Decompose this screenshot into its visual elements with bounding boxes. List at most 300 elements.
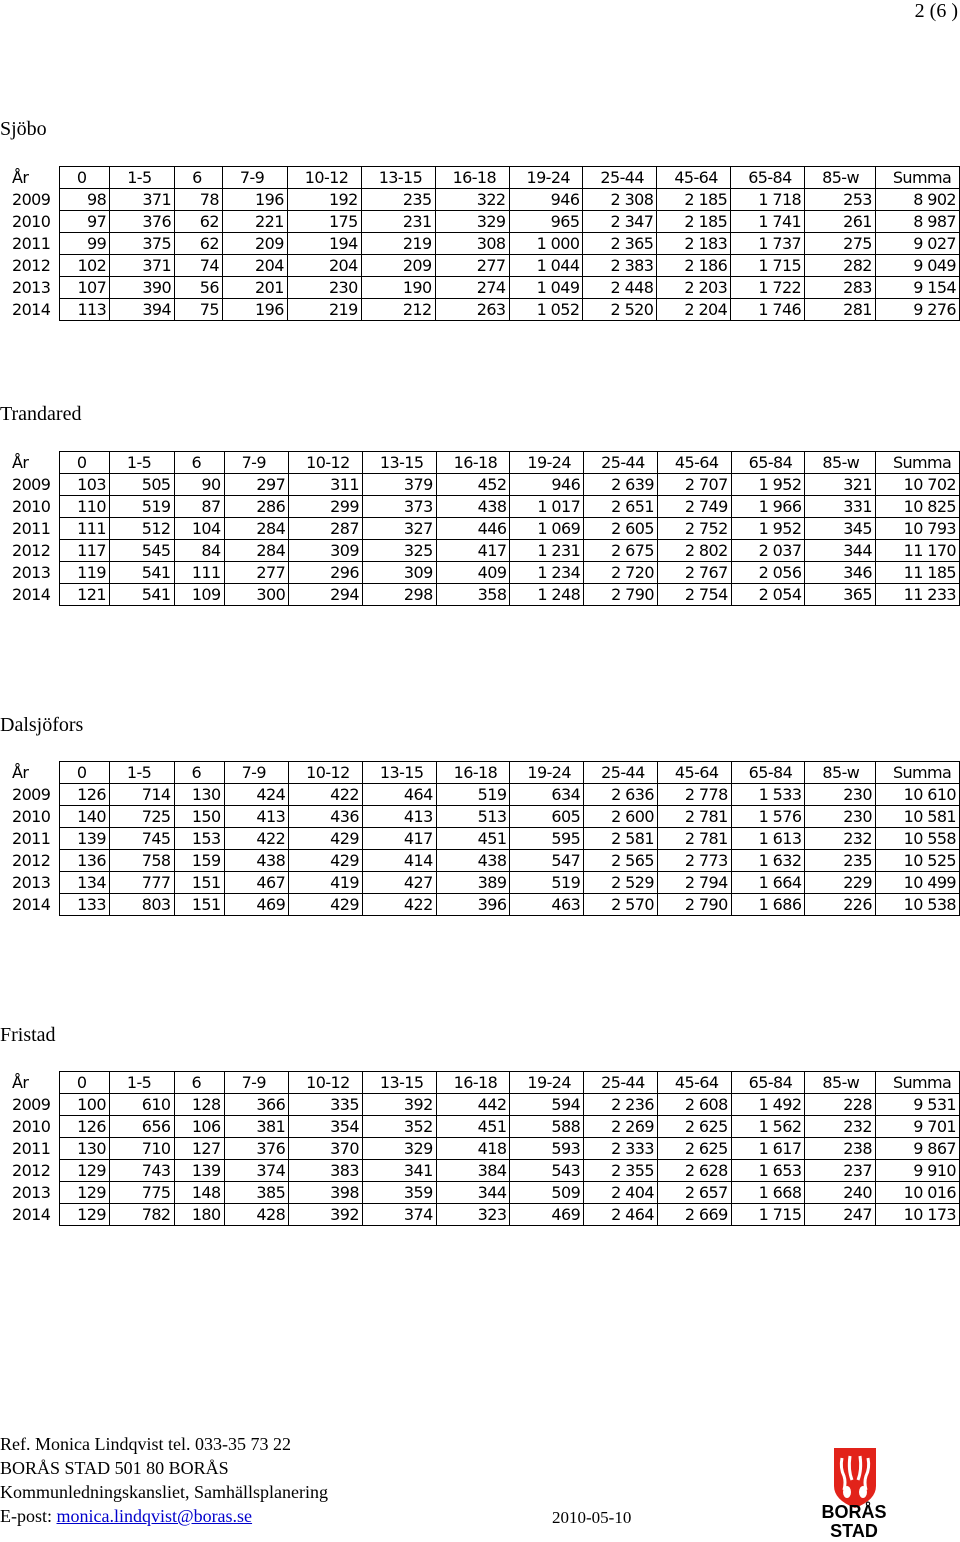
column-header: 0	[59, 1072, 109, 1094]
table-cell: 201	[222, 277, 287, 299]
table-cell: 463	[510, 894, 584, 916]
table-cell: 2 657	[657, 1182, 731, 1204]
table-row	[10, 1116, 960, 1138]
column-header: 10-12	[287, 167, 361, 189]
section-title-fristad: Fristad	[0, 1024, 56, 1046]
table-row	[10, 872, 960, 894]
table-cell: 130	[174, 784, 224, 806]
table-cell: 519	[109, 496, 174, 518]
table-cell: 371	[110, 255, 175, 277]
year-label: 2009	[12, 475, 51, 494]
table-cell: 2 802	[657, 540, 731, 562]
column-header: 65-84	[731, 452, 805, 474]
table-cell: 2 203	[657, 277, 731, 299]
table-cell: 424	[224, 784, 289, 806]
table-cell: 417	[436, 540, 510, 562]
year-column-header: År	[12, 168, 29, 187]
table-cell: 743	[109, 1160, 174, 1182]
table-cell: 235	[805, 850, 876, 872]
column-header: Summa	[875, 762, 959, 784]
table-cell: 376	[224, 1138, 289, 1160]
table-cell: 519	[436, 784, 510, 806]
table-cell: 605	[510, 806, 584, 828]
footer-email-link[interactable]: monica.lindqvist@boras.se	[56, 1506, 253, 1526]
column-header: 13-15	[362, 762, 436, 784]
column-header: 10-12	[289, 452, 363, 474]
year-label: 2013	[12, 563, 51, 582]
year-label: 2013	[12, 1183, 51, 1202]
table-cell: 379	[362, 474, 436, 496]
table-row	[10, 1160, 960, 1182]
table-cell: 10 558	[875, 828, 959, 850]
table-cell: 106	[174, 1116, 224, 1138]
table-cell: 9 154	[875, 277, 959, 299]
table-cell: 277	[224, 562, 289, 584]
table-cell: 2 636	[584, 784, 658, 806]
column-header: 0	[59, 167, 109, 189]
table-row	[10, 784, 960, 806]
table-cell: 2 183	[657, 233, 731, 255]
logo-text-line2: STAD	[830, 1521, 878, 1541]
table-cell: 9 867	[875, 1138, 959, 1160]
table-cell: 126	[59, 1116, 109, 1138]
population-table-fristad	[10, 1071, 960, 1226]
table-cell: 375	[110, 233, 175, 255]
table-cell: 331	[805, 496, 876, 518]
table-cell: 1 632	[731, 850, 805, 872]
table-cell: 594	[510, 1094, 584, 1116]
year-label: 2011	[12, 1139, 51, 1158]
table-cell: 1 746	[731, 299, 805, 321]
table-cell: 656	[109, 1116, 174, 1138]
column-header: 6	[174, 452, 224, 474]
table-row	[10, 850, 960, 872]
table-cell: 11 233	[875, 584, 959, 606]
column-header: 85-w	[805, 452, 876, 474]
table-cell: 2 365	[583, 233, 657, 255]
table-cell: 352	[362, 1116, 436, 1138]
table-cell: 321	[805, 474, 876, 496]
table-cell: 299	[289, 496, 363, 518]
table-cell: 204	[222, 255, 287, 277]
year-label: 2014	[12, 1205, 51, 1224]
table-cell: 287	[289, 518, 363, 540]
table-cell: 1 492	[731, 1094, 805, 1116]
table-cell: 62	[175, 211, 223, 233]
column-header: 7-9	[224, 762, 289, 784]
table-row	[10, 233, 960, 255]
column-header: 1-5	[109, 452, 174, 474]
table-cell: 294	[289, 584, 363, 606]
table-cell: 374	[362, 1204, 436, 1226]
table-cell: 62	[175, 233, 223, 255]
table-row	[10, 562, 960, 584]
table-cell: 98	[59, 189, 109, 211]
column-header: 16-18	[436, 762, 510, 784]
table-cell: 2 565	[584, 850, 658, 872]
table-cell: 2 625	[657, 1116, 731, 1138]
table-cell: 219	[287, 299, 361, 321]
table-cell: 543	[510, 1160, 584, 1182]
table-cell: 277	[435, 255, 509, 277]
table-cell: 2 628	[657, 1160, 731, 1182]
table-row	[10, 277, 960, 299]
table-cell: 150	[174, 806, 224, 828]
table-cell: 297	[224, 474, 289, 496]
table-cell: 2 651	[584, 496, 658, 518]
table-cell: 10 793	[875, 518, 959, 540]
table-cell: 383	[289, 1160, 363, 1182]
table-row	[10, 496, 960, 518]
table-row	[10, 828, 960, 850]
table-cell: 1 069	[510, 518, 584, 540]
year-label: 2012	[12, 851, 51, 870]
table-cell: 1 722	[731, 277, 805, 299]
table-cell: 9 049	[875, 255, 959, 277]
table-cell: 133	[59, 894, 109, 916]
table-cell: 261	[805, 211, 876, 233]
table-cell: 300	[224, 584, 289, 606]
table-cell: 2 749	[657, 496, 731, 518]
table-cell: 2 570	[584, 894, 658, 916]
table-cell: 1 234	[510, 562, 584, 584]
table-cell: 946	[510, 474, 584, 496]
table-row	[10, 894, 960, 916]
table-cell: 419	[289, 872, 363, 894]
table-cell: 2 054	[731, 584, 805, 606]
table-cell: 1 044	[509, 255, 583, 277]
table-cell: 358	[436, 584, 510, 606]
table-row	[10, 540, 960, 562]
table-cell: 1 653	[731, 1160, 805, 1182]
table-cell: 140	[59, 806, 109, 828]
table-cell: 335	[289, 1094, 363, 1116]
table-cell: 209	[222, 233, 287, 255]
column-header: Summa	[875, 452, 959, 474]
table-cell: 139	[174, 1160, 224, 1182]
table-cell: 74	[175, 255, 223, 277]
table-cell: 427	[362, 872, 436, 894]
year-label: 2010	[12, 497, 51, 516]
table-cell: 418	[436, 1138, 510, 1160]
table-cell: 286	[224, 496, 289, 518]
table-cell: 126	[59, 784, 109, 806]
table-cell: 1 017	[510, 496, 584, 518]
table-cell: 231	[361, 211, 435, 233]
table-cell: 139	[59, 828, 109, 850]
table-cell: 2 675	[584, 540, 658, 562]
table-cell: 226	[805, 894, 876, 916]
table-cell: 100	[59, 1094, 109, 1116]
table-cell: 714	[109, 784, 174, 806]
table-cell: 541	[109, 562, 174, 584]
year-column-header: År	[12, 453, 29, 472]
table-cell: 451	[436, 1116, 510, 1138]
column-header: 6	[175, 167, 223, 189]
table-cell: 129	[59, 1204, 109, 1226]
table-header-row	[10, 167, 960, 189]
table-cell: 341	[362, 1160, 436, 1182]
table-cell: 588	[510, 1116, 584, 1138]
table-cell: 230	[805, 806, 876, 828]
year-label: 2012	[12, 1161, 51, 1180]
table-cell: 134	[59, 872, 109, 894]
table-cell: 284	[224, 518, 289, 540]
year-label: 2014	[12, 300, 51, 319]
column-header: 10-12	[289, 762, 363, 784]
table-cell: 325	[362, 540, 436, 562]
table-cell: 229	[805, 872, 876, 894]
table-cell: 1 741	[731, 211, 805, 233]
table-cell: 2 608	[657, 1094, 731, 1116]
table-cell: 413	[224, 806, 289, 828]
table-cell: 2 754	[657, 584, 731, 606]
table-cell: 392	[289, 1204, 363, 1226]
table-cell: 221	[222, 211, 287, 233]
table-cell: 230	[287, 277, 361, 299]
table-cell: 758	[109, 850, 174, 872]
table-cell: 2 529	[584, 872, 658, 894]
table-cell: 2 781	[657, 806, 731, 828]
table-cell: 376	[110, 211, 175, 233]
table-cell: 2 185	[657, 211, 731, 233]
table-cell: 148	[174, 1182, 224, 1204]
table-cell: 232	[805, 828, 876, 850]
population-table-dalsjofors	[10, 761, 960, 916]
table-cell: 2 355	[584, 1160, 658, 1182]
table-cell: 309	[289, 540, 363, 562]
table-cell: 365	[805, 584, 876, 606]
table-cell: 204	[287, 255, 361, 277]
table-cell: 509	[510, 1182, 584, 1204]
year-label: 2012	[12, 256, 51, 275]
table-cell: 194	[287, 233, 361, 255]
year-label: 2009	[12, 785, 51, 804]
table-cell: 9 701	[875, 1116, 959, 1138]
table-cell: 275	[805, 233, 876, 255]
year-label: 2010	[12, 807, 51, 826]
table-cell: 190	[361, 277, 435, 299]
table-cell: 2 790	[584, 584, 658, 606]
column-header: 45-64	[657, 1072, 731, 1094]
table-row	[10, 299, 960, 321]
table-cell: 253	[805, 189, 876, 211]
section-title-trandared: Trandared	[0, 403, 82, 425]
column-header: 13-15	[361, 167, 435, 189]
table-cell: 102	[59, 255, 109, 277]
table-cell: 284	[224, 540, 289, 562]
table-cell: 329	[362, 1138, 436, 1160]
table-cell: 10 525	[875, 850, 959, 872]
table-cell: 111	[174, 562, 224, 584]
column-header: Summa	[875, 167, 959, 189]
year-label: 2010	[12, 1117, 51, 1136]
table-cell: 725	[109, 806, 174, 828]
column-header: 16-18	[436, 1072, 510, 1094]
table-cell: 209	[361, 255, 435, 277]
footer-contact	[0, 1432, 328, 1528]
column-header: 1-5	[109, 1072, 174, 1094]
table-cell: 263	[435, 299, 509, 321]
table-cell: 519	[510, 872, 584, 894]
column-header: 1-5	[110, 167, 175, 189]
column-header: 10-12	[289, 1072, 363, 1094]
table-cell: 1 000	[509, 233, 583, 255]
table-cell: 2 581	[584, 828, 658, 850]
table-cell: 469	[510, 1204, 584, 1226]
year-label: 2009	[12, 190, 51, 209]
column-header: 6	[174, 762, 224, 784]
table-cell: 10 173	[875, 1204, 959, 1226]
table-cell: 946	[509, 189, 583, 211]
table-cell: 1 952	[731, 518, 805, 540]
table-cell: 359	[362, 1182, 436, 1204]
table-cell: 129	[59, 1182, 109, 1204]
year-label: 2013	[12, 873, 51, 892]
table-cell: 2 605	[584, 518, 658, 540]
table-cell: 119	[59, 562, 109, 584]
footer-email-line	[0, 1504, 328, 1528]
table-cell: 2 773	[657, 850, 731, 872]
column-header: 65-84	[731, 1072, 805, 1094]
table-cell: 541	[109, 584, 174, 606]
table-cell: 329	[435, 211, 509, 233]
column-header: 16-18	[435, 167, 509, 189]
column-header: 25-44	[584, 762, 658, 784]
table-cell: 1 952	[731, 474, 805, 496]
table-cell: 409	[436, 562, 510, 584]
table-cell: 394	[110, 299, 175, 321]
table-cell: 113	[59, 299, 109, 321]
column-header: 45-64	[657, 762, 731, 784]
table-cell: 422	[289, 784, 363, 806]
year-column-header: År	[12, 1073, 29, 1092]
table-cell: 11 185	[875, 562, 959, 584]
column-header: 1-5	[109, 762, 174, 784]
table-cell: 413	[362, 806, 436, 828]
table-cell: 2 600	[584, 806, 658, 828]
table-cell: 10 825	[875, 496, 959, 518]
table-header-row	[10, 762, 960, 784]
table-cell: 396	[436, 894, 510, 916]
table-cell: 117	[59, 540, 109, 562]
table-cell: 417	[362, 828, 436, 850]
section-title-sjobo: Sjöbo	[0, 118, 47, 140]
table-cell: 429	[289, 894, 363, 916]
table-cell: 370	[289, 1138, 363, 1160]
table-cell: 1 231	[510, 540, 584, 562]
table-cell: 2 056	[731, 562, 805, 584]
year-label: 2013	[12, 278, 51, 297]
table-cell: 1 966	[731, 496, 805, 518]
table-cell: 10 499	[875, 872, 959, 894]
table-cell: 130	[59, 1138, 109, 1160]
column-header: 6	[174, 1072, 224, 1094]
table-cell: 1 686	[731, 894, 805, 916]
table-cell: 283	[805, 277, 876, 299]
table-cell: 469	[224, 894, 289, 916]
table-cell: 282	[805, 255, 876, 277]
table-cell: 451	[436, 828, 510, 850]
column-header: 7-9	[224, 452, 289, 474]
table-cell: 803	[109, 894, 174, 916]
table-cell: 109	[174, 584, 224, 606]
table-cell: 422	[362, 894, 436, 916]
table-row	[10, 806, 960, 828]
table-cell: 11 170	[875, 540, 959, 562]
column-header: 45-64	[657, 167, 731, 189]
table-cell: 10 538	[875, 894, 959, 916]
footer-ref: Ref. Monica Lindqvist tel. 033-35 73 22	[0, 1434, 291, 1454]
table-cell: 274	[435, 277, 509, 299]
table-cell: 230	[805, 784, 876, 806]
table-cell: 384	[436, 1160, 510, 1182]
table-cell: 322	[435, 189, 509, 211]
table-cell: 8 987	[875, 211, 959, 233]
year-label: 2011	[12, 519, 51, 538]
year-label: 2010	[12, 212, 51, 231]
table-cell: 247	[805, 1204, 876, 1226]
table-cell: 1 576	[731, 806, 805, 828]
table-cell: 446	[436, 518, 510, 540]
table-cell: 129	[59, 1160, 109, 1182]
table-cell: 237	[805, 1160, 876, 1182]
population-table-sjobo	[10, 166, 960, 321]
table-cell: 366	[224, 1094, 289, 1116]
table-cell: 136	[59, 850, 109, 872]
table-cell: 346	[805, 562, 876, 584]
table-cell: 159	[174, 850, 224, 872]
table-cell: 9 027	[875, 233, 959, 255]
table-cell: 10 702	[875, 474, 959, 496]
table-cell: 345	[805, 518, 876, 540]
table-cell: 1 668	[731, 1182, 805, 1204]
table-cell: 344	[805, 540, 876, 562]
column-header: 25-44	[583, 167, 657, 189]
table-cell: 1 715	[731, 255, 805, 277]
table-cell: 192	[287, 189, 361, 211]
column-header: 0	[59, 762, 109, 784]
table-cell: 296	[289, 562, 363, 584]
column-header: 0	[59, 452, 109, 474]
table-cell: 87	[174, 496, 224, 518]
table-row	[10, 211, 960, 233]
table-cell: 1 715	[731, 1204, 805, 1226]
table-cell: 2 308	[583, 189, 657, 211]
footer-date: 2010-05-10	[552, 1508, 632, 1527]
table-cell: 90	[174, 474, 224, 496]
table-cell: 436	[289, 806, 363, 828]
table-cell: 97	[59, 211, 109, 233]
column-header: 19-24	[510, 452, 584, 474]
table-cell: 103	[59, 474, 109, 496]
table-cell: 196	[222, 299, 287, 321]
table-cell: 10 610	[875, 784, 959, 806]
table-cell: 99	[59, 233, 109, 255]
table-cell: 2 794	[657, 872, 731, 894]
table-cell: 110	[59, 496, 109, 518]
table-cell: 610	[109, 1094, 174, 1116]
table-cell: 1 562	[731, 1116, 805, 1138]
population-table-trandared	[10, 451, 960, 606]
year-label: 2014	[12, 585, 51, 604]
table-cell: 595	[510, 828, 584, 850]
table-cell: 389	[436, 872, 510, 894]
table-row	[10, 189, 960, 211]
table-cell: 1 718	[731, 189, 805, 211]
table-cell: 381	[224, 1116, 289, 1138]
table-cell: 745	[109, 828, 174, 850]
